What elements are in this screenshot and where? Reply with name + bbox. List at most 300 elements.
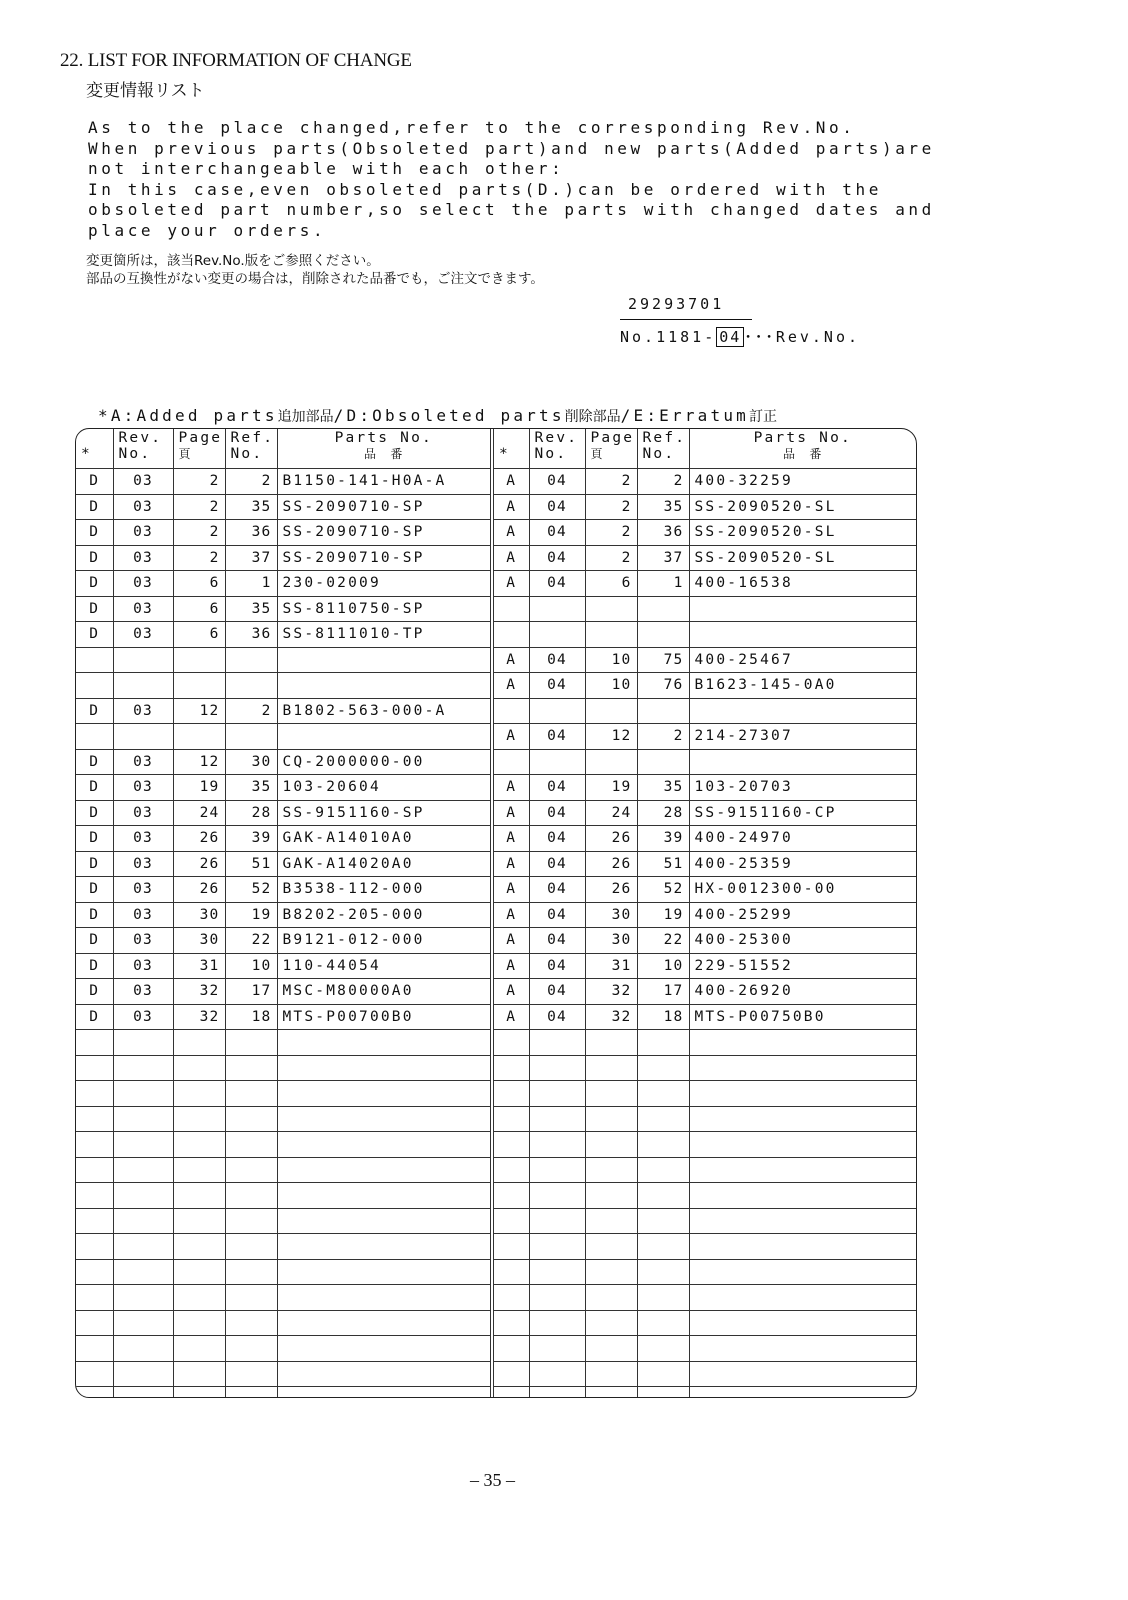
legend-added-jp: 追加部品 [277, 409, 334, 425]
note-line: In this case,even obsoleted parts(D.)can be ordered with the [88, 179, 882, 199]
section-title-jp: 変更情報リスト [86, 81, 205, 101]
cell-mark: D [76, 571, 113, 597]
cell-ref-no [637, 1285, 689, 1311]
cell-ref-no [225, 1081, 277, 1107]
cell-mark [492, 698, 529, 724]
cell-ref-no: 28 [225, 800, 277, 826]
cell-ref-no [225, 1132, 277, 1158]
cell-rev-no: 03 [113, 979, 173, 1005]
cell-ref-no: 36 [637, 520, 689, 546]
cell-parts-no: SS-2090520-SL [689, 545, 916, 571]
cell-mark: A [492, 800, 529, 826]
cell-page [585, 698, 637, 724]
cell-rev-no [113, 647, 173, 673]
cell-page: 32 [585, 979, 637, 1005]
cell-parts-no: CQ-2000000-00 [277, 749, 492, 775]
cell-rev-no [529, 698, 585, 724]
cell-ref-no: 19 [225, 902, 277, 928]
cell-page [585, 1132, 637, 1158]
cell-ref-no: 2 [225, 469, 277, 495]
cell-rev-no [529, 1106, 585, 1132]
table-header-row [76, 429, 916, 469]
cell-rev-no [529, 1259, 585, 1285]
cell-mark [76, 1310, 113, 1336]
cell-rev-no: 04 [529, 775, 585, 801]
cell-page [585, 1259, 637, 1285]
cell-rev-no [529, 1030, 585, 1056]
cell-ref-no: 17 [637, 979, 689, 1005]
cell-parts-no: 400-25300 [689, 928, 916, 954]
cell-mark [76, 1132, 113, 1158]
cell-page: 26 [585, 851, 637, 877]
note-line: obsoleted part number,so select the parts with changed dates and [88, 200, 935, 219]
cell-mark [76, 1157, 113, 1183]
cell-mark [492, 1387, 529, 1399]
cell-parts-no: B3538-112-000 [277, 877, 492, 903]
cell-ref-no: 2 [225, 698, 277, 724]
cell-rev-no: 04 [529, 494, 585, 520]
cell-parts-no: SS-9151160-CP [689, 800, 916, 826]
cell-parts-no: SS-2090710-SP [277, 520, 492, 546]
cell-rev-no: 04 [529, 877, 585, 903]
cell-rev-no: 04 [529, 928, 585, 954]
cell-page: 19 [585, 775, 637, 801]
cell-mark: D [76, 953, 113, 979]
cell-mark: A [492, 520, 529, 546]
cell-page: 6 [585, 571, 637, 597]
cell-rev-no [113, 1285, 173, 1311]
revision-block [620, 295, 880, 355]
cell-mark [492, 1183, 529, 1209]
cell-page [585, 1310, 637, 1336]
table-row [76, 494, 916, 520]
cell-mark [492, 1157, 529, 1183]
cell-page [585, 1336, 637, 1362]
cell-mark [492, 1106, 529, 1132]
cell-mark: D [76, 775, 113, 801]
cell-parts-no [689, 1106, 916, 1132]
cell-mark: D [76, 902, 113, 928]
table-row [76, 749, 916, 775]
cell-rev-no: 04 [529, 826, 585, 852]
cell-rev-no: 04 [529, 1004, 585, 1030]
cell-ref-no [225, 673, 277, 699]
cell-mark [76, 1285, 113, 1311]
cell-ref-no [225, 1157, 277, 1183]
table-row [76, 1106, 916, 1132]
legend-added: *A:Added parts [98, 406, 278, 425]
table-row [76, 877, 916, 903]
cell-rev-no [113, 1183, 173, 1209]
table-row [76, 1081, 916, 1107]
cell-mark [492, 1081, 529, 1107]
cell-page: 30 [173, 928, 225, 954]
cell-page [585, 622, 637, 648]
cell-parts-no [277, 1387, 492, 1399]
header-ref-no: Ref. No. [637, 429, 689, 469]
cell-mark: D [76, 979, 113, 1005]
cell-page [173, 1055, 225, 1081]
cell-page: 12 [173, 698, 225, 724]
cell-page [173, 1030, 225, 1056]
cell-rev-no [113, 1208, 173, 1234]
cell-mark [492, 1030, 529, 1056]
cell-page: 12 [585, 724, 637, 750]
cell-page: 26 [173, 851, 225, 877]
cell-page [585, 1387, 637, 1399]
table-row [76, 1157, 916, 1183]
cell-parts-no [689, 1208, 916, 1234]
cell-parts-no: 214-27307 [689, 724, 916, 750]
cell-ref-no: 2 [637, 724, 689, 750]
cell-ref-no: 76 [637, 673, 689, 699]
cell-mark [492, 1259, 529, 1285]
cell-mark: D [76, 826, 113, 852]
cell-ref-no [637, 1336, 689, 1362]
cell-ref-no: 18 [225, 1004, 277, 1030]
header-rev-no: Rev. No. [529, 429, 585, 469]
note-line: As to the place changed,refer to the corresponding Rev.No. [88, 118, 856, 137]
header-page: Page 頁 [173, 429, 225, 469]
cell-rev-no [529, 749, 585, 775]
cell-page: 19 [173, 775, 225, 801]
cell-page [173, 1183, 225, 1209]
cell-ref-no: 30 [225, 749, 277, 775]
cell-ref-no [225, 1183, 277, 1209]
page-number: – 35 – [470, 1470, 515, 1490]
cell-mark [492, 622, 529, 648]
cell-parts-no: GAK-A14010A0 [277, 826, 492, 852]
cell-rev-no [113, 1030, 173, 1056]
cell-mark: A [492, 826, 529, 852]
parts-change-table [75, 428, 917, 1398]
cell-ref-no [637, 1387, 689, 1399]
table-row [76, 775, 916, 801]
cell-page: 2 [173, 520, 225, 546]
cell-ref-no [225, 1387, 277, 1399]
cell-page: 31 [173, 953, 225, 979]
cell-page [173, 1208, 225, 1234]
cell-rev-no [113, 1157, 173, 1183]
cell-page: 2 [585, 494, 637, 520]
cell-mark: A [492, 1004, 529, 1030]
cell-page: 30 [173, 902, 225, 928]
table-row [76, 953, 916, 979]
cell-parts-no [277, 1336, 492, 1362]
cell-rev-no: 04 [529, 953, 585, 979]
cell-parts-no: SS-2090710-SP [277, 494, 492, 520]
cell-ref-no [225, 1106, 277, 1132]
cell-ref-no: 39 [225, 826, 277, 852]
cell-rev-no: 04 [529, 902, 585, 928]
cell-ref-no: 51 [225, 851, 277, 877]
cell-ref-no [637, 1157, 689, 1183]
cell-page [585, 1183, 637, 1209]
cell-page: 6 [173, 622, 225, 648]
cell-mark [76, 724, 113, 750]
cell-rev-no [113, 724, 173, 750]
cell-parts-no: MTS-P00750B0 [689, 1004, 916, 1030]
cell-page [585, 1361, 637, 1387]
cell-parts-no [689, 622, 916, 648]
cell-parts-no [277, 1030, 492, 1056]
cell-mark: D [76, 877, 113, 903]
cell-rev-no: 03 [113, 494, 173, 520]
cell-page [173, 1336, 225, 1362]
cell-parts-no: 400-25359 [689, 851, 916, 877]
cell-rev-no [529, 1132, 585, 1158]
cell-page: 10 [585, 647, 637, 673]
cell-page: 12 [173, 749, 225, 775]
cell-ref-no: 36 [225, 622, 277, 648]
cell-rev-no: 03 [113, 928, 173, 954]
header-mark: * [492, 429, 529, 469]
cell-ref-no [225, 1208, 277, 1234]
cell-rev-no [113, 1081, 173, 1107]
cell-mark: D [76, 749, 113, 775]
section-title: 22. LIST FOR INFORMATION OF CHANGE [60, 50, 412, 71]
instruction-notes-en [88, 118, 935, 241]
cell-page [585, 1106, 637, 1132]
cell-rev-no [529, 1208, 585, 1234]
cell-parts-no [277, 1310, 492, 1336]
table-row [76, 1004, 916, 1030]
cell-rev-no [113, 1055, 173, 1081]
cell-mark [76, 647, 113, 673]
cell-page [585, 1285, 637, 1311]
cell-parts-no [277, 1132, 492, 1158]
legend-erratum: /E:Erratum [620, 406, 749, 425]
cell-rev-no: 03 [113, 698, 173, 724]
cell-ref-no [225, 1030, 277, 1056]
cell-ref-no: 37 [637, 545, 689, 571]
cell-page: 10 [585, 673, 637, 699]
cell-page: 26 [173, 826, 225, 852]
cell-mark [76, 1259, 113, 1285]
cell-page: 26 [585, 877, 637, 903]
cell-ref-no: 17 [225, 979, 277, 1005]
note-line-jp: 変更箇所は，該当Rev.No.版をご参照ください。 [86, 253, 380, 269]
cell-rev-no [113, 1387, 173, 1399]
cell-rev-no [529, 1310, 585, 1336]
cell-ref-no [225, 1234, 277, 1260]
cell-mark: A [492, 724, 529, 750]
table-row [76, 851, 916, 877]
cell-parts-no: 400-24970 [689, 826, 916, 852]
cell-parts-no [689, 698, 916, 724]
cell-page: 24 [173, 800, 225, 826]
cell-parts-no [689, 596, 916, 622]
cell-parts-no [277, 1106, 492, 1132]
cell-page: 6 [173, 596, 225, 622]
cell-ref-no: 18 [637, 1004, 689, 1030]
cell-ref-no [225, 1361, 277, 1387]
cell-mark [76, 1081, 113, 1107]
cell-parts-no [689, 1361, 916, 1387]
cell-ref-no [637, 698, 689, 724]
revision-number [620, 326, 860, 347]
table-row [76, 800, 916, 826]
cell-parts-no: 103-20604 [277, 775, 492, 801]
cell-ref-no: 2 [637, 469, 689, 495]
cell-rev-no: 03 [113, 800, 173, 826]
cell-page: 32 [173, 979, 225, 1005]
cell-ref-no: 51 [637, 851, 689, 877]
cell-mark: D [76, 622, 113, 648]
cell-ref-no: 35 [637, 775, 689, 801]
cell-page: 30 [585, 928, 637, 954]
cell-rev-no: 03 [113, 545, 173, 571]
cell-parts-no [689, 1310, 916, 1336]
cell-parts-no: SS-2090710-SP [277, 545, 492, 571]
cell-parts-no: 229-51552 [689, 953, 916, 979]
table-row [76, 1336, 916, 1362]
cell-ref-no [637, 1208, 689, 1234]
cell-parts-no [277, 1234, 492, 1260]
cell-rev-no [113, 1234, 173, 1260]
cell-rev-no: 03 [113, 571, 173, 597]
cell-mark: D [76, 928, 113, 954]
cell-parts-no [277, 1208, 492, 1234]
cell-mark: D [76, 698, 113, 724]
header-parts-no: Parts No. 品 番 [689, 429, 916, 469]
header-mark: * [76, 429, 113, 469]
table-row [76, 1132, 916, 1158]
cell-mark: D [76, 520, 113, 546]
cell-parts-no: 400-26920 [689, 979, 916, 1005]
cell-parts-no [689, 1030, 916, 1056]
cell-parts-no [277, 1081, 492, 1107]
cell-parts-no [277, 724, 492, 750]
table-row [76, 622, 916, 648]
cell-page: 32 [173, 1004, 225, 1030]
cell-mark: A [492, 928, 529, 954]
cell-parts-no [277, 1259, 492, 1285]
cell-parts-no: SS-8110750-SP [277, 596, 492, 622]
revision-value-box: 04 [716, 327, 744, 347]
cell-mark: D [76, 469, 113, 495]
cell-rev-no: 03 [113, 826, 173, 852]
table-row [76, 1030, 916, 1056]
cell-ref-no: 52 [637, 877, 689, 903]
cell-rev-no: 04 [529, 520, 585, 546]
table-row [76, 673, 916, 699]
cell-rev-no [529, 1183, 585, 1209]
table-row [76, 571, 916, 597]
cell-ref-no: 35 [225, 775, 277, 801]
cell-parts-no [689, 1259, 916, 1285]
cell-mark: D [76, 851, 113, 877]
cell-page: 6 [173, 571, 225, 597]
cell-parts-no [277, 673, 492, 699]
cell-parts-no [277, 1055, 492, 1081]
cell-rev-no [113, 1106, 173, 1132]
cell-page: 24 [585, 800, 637, 826]
cell-ref-no: 35 [637, 494, 689, 520]
cell-parts-no [689, 1183, 916, 1209]
instruction-notes-jp [86, 252, 544, 288]
cell-parts-no [689, 749, 916, 775]
cell-page [585, 1234, 637, 1260]
cell-rev-no [529, 1234, 585, 1260]
cell-parts-no: 103-20703 [689, 775, 916, 801]
cell-mark [492, 1055, 529, 1081]
cell-rev-no [113, 1310, 173, 1336]
cell-page [585, 596, 637, 622]
note-line: When previous parts(Obsoleted part)and new parts(Added parts)are [88, 138, 935, 158]
cell-mark [492, 1234, 529, 1260]
cell-page: 32 [585, 1004, 637, 1030]
cell-mark [492, 1310, 529, 1336]
cell-mark [76, 1234, 113, 1260]
cell-mark: A [492, 877, 529, 903]
header-ref-no: Ref. No. [225, 429, 277, 469]
cell-mark: A [492, 775, 529, 801]
cell-ref-no [225, 1259, 277, 1285]
cell-mark [492, 1361, 529, 1387]
cell-page [173, 1387, 225, 1399]
cell-parts-no [277, 1361, 492, 1387]
cell-mark: A [492, 571, 529, 597]
cell-page: 2 [585, 469, 637, 495]
cell-parts-no [689, 1234, 916, 1260]
cell-rev-no: 03 [113, 775, 173, 801]
cell-parts-no: SS-8111010-TP [277, 622, 492, 648]
cell-rev-no [529, 1285, 585, 1311]
cell-parts-no: SS-2090520-SL [689, 520, 916, 546]
cell-mark [492, 749, 529, 775]
cell-page [585, 1030, 637, 1056]
cell-page: 2 [173, 545, 225, 571]
table-row [76, 1259, 916, 1285]
cell-page [173, 1361, 225, 1387]
revision-prefix: No.1181- [620, 328, 717, 346]
legend [98, 406, 777, 426]
cell-parts-no: HX-0012300-00 [689, 877, 916, 903]
cell-parts-no: GAK-A14020A0 [277, 851, 492, 877]
cell-rev-no [529, 1081, 585, 1107]
cell-mark [76, 1106, 113, 1132]
cell-ref-no [637, 1132, 689, 1158]
cell-page [173, 1132, 225, 1158]
cell-parts-no: 400-25299 [689, 902, 916, 928]
cell-page [585, 1208, 637, 1234]
cell-mark: A [492, 545, 529, 571]
cell-ref-no [637, 1234, 689, 1260]
cell-page [585, 1157, 637, 1183]
cell-page: 26 [585, 826, 637, 852]
cell-ref-no [225, 1055, 277, 1081]
table-row [76, 979, 916, 1005]
cell-ref-no: 19 [637, 902, 689, 928]
cell-mark: A [492, 494, 529, 520]
cell-ref-no [637, 1030, 689, 1056]
note-line: not interchangeable with each other: [88, 159, 565, 178]
cell-ref-no [225, 724, 277, 750]
cell-mark: A [492, 851, 529, 877]
cell-parts-no: SS-2090520-SL [689, 494, 916, 520]
cell-ref-no [637, 1106, 689, 1132]
cell-ref-no [225, 647, 277, 673]
table-row [76, 724, 916, 750]
legend-obsoleted: /D:Obsoleted parts [333, 406, 565, 425]
cell-parts-no [689, 1387, 916, 1399]
cell-mark [492, 1285, 529, 1311]
cell-rev-no: 03 [113, 596, 173, 622]
cell-mark: D [76, 1004, 113, 1030]
cell-ref-no: 75 [637, 647, 689, 673]
cell-mark [76, 1361, 113, 1387]
